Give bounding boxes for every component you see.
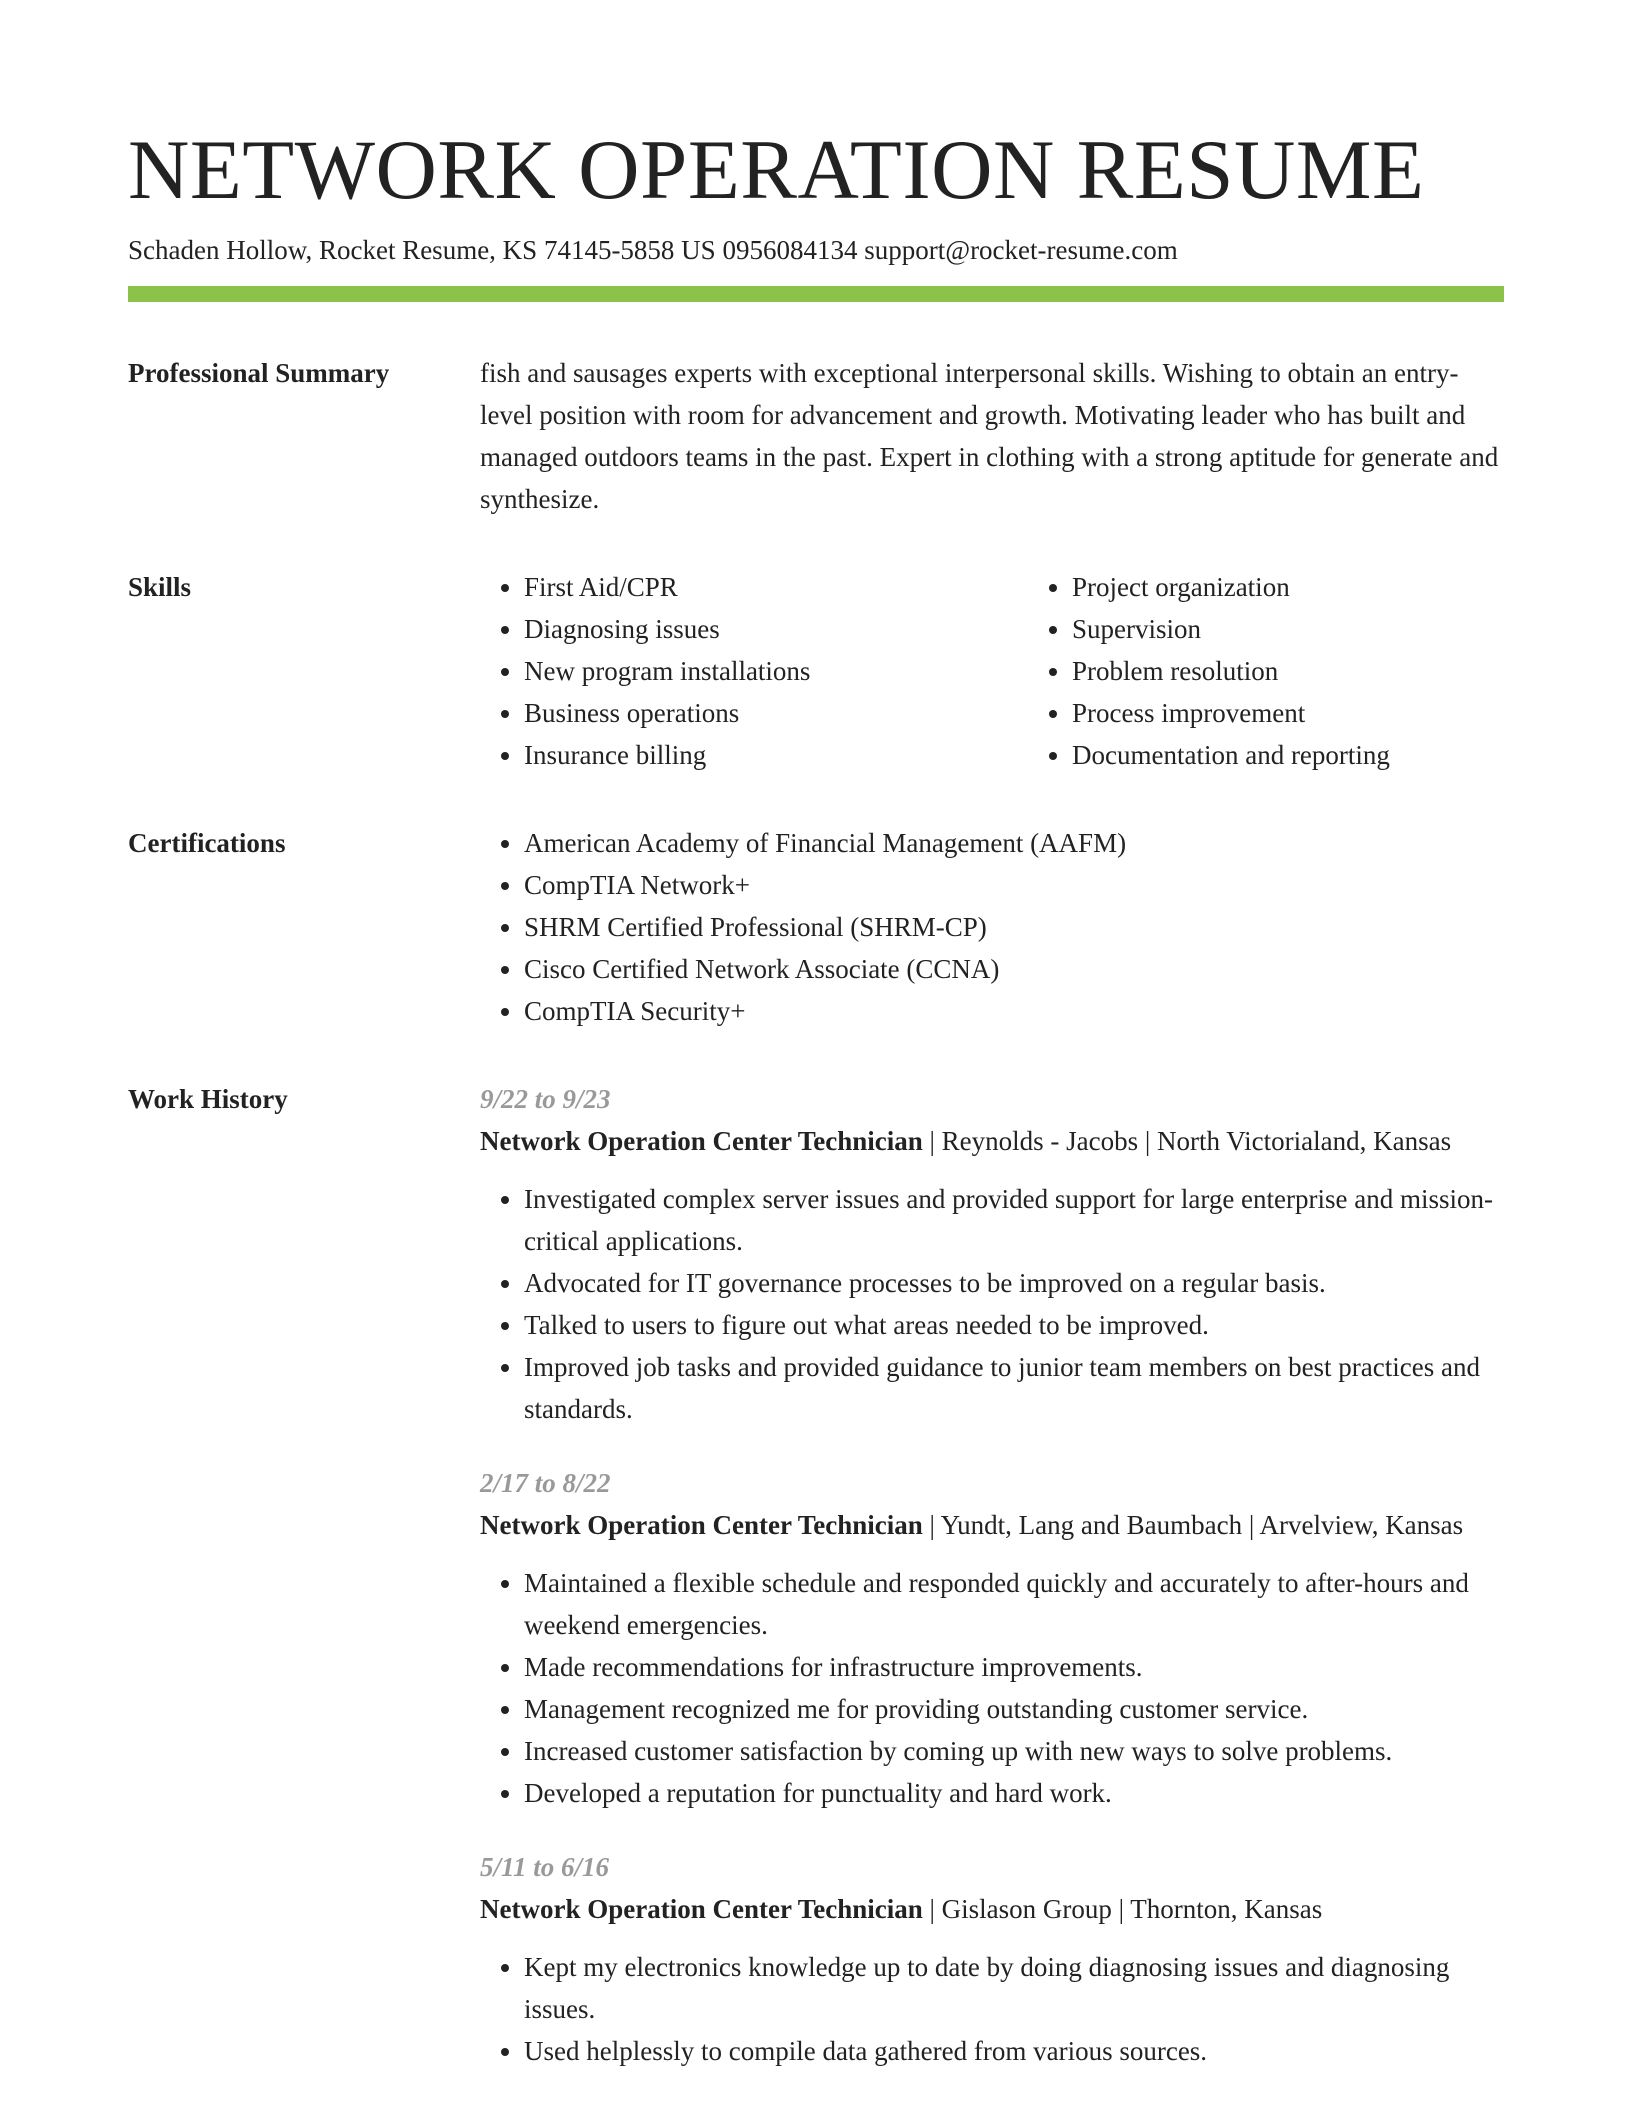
- job-bullets: [480, 1178, 1504, 1430]
- job-bullet: • Investigated complex server issues and provided support for large enterprise and mission-critical applications.: [524, 1178, 1504, 1262]
- work-history-section: [128, 1078, 1504, 2104]
- certification-item: • SHRM Certified Professional (SHRM-CP): [524, 906, 1504, 948]
- job-details: | Yundt, Lang and Baumbach | Arvelview, Kansas: [922, 1510, 1464, 1540]
- contact-email: support@rocket-resume.com: [864, 235, 1178, 265]
- job-header: [480, 1504, 1504, 1546]
- contact-address: Schaden Hollow, Rocket Resume, KS 74145-5858 US: [128, 235, 716, 265]
- job-bullet: • Increased customer satisfaction by coming up with new ways to solve problems.: [524, 1730, 1504, 1772]
- summary-heading: Professional Summary: [128, 358, 390, 388]
- contact-line: [128, 232, 1504, 268]
- job-details: | Reynolds - Jacobs | North Victorialand, Kansas: [922, 1126, 1452, 1156]
- job-bullet: • Talked to users to figure out what areas needed to be improved.: [524, 1304, 1504, 1346]
- summary-section: [128, 352, 1504, 520]
- skill-item: • Problem resolution: [1072, 650, 1576, 692]
- job-bullet: • Advocated for IT governance processes to be improved on a regular basis.: [524, 1262, 1504, 1304]
- skill-item: • Diagnosing issues: [524, 608, 1028, 650]
- summary-text: fish and sausages experts with exceptional interpersonal skills. Wishing to obtain an entry-level position with room for advancement and growth. Motivating leader who has built and managed outdoors teams in the past. Expert in clothing with a strong aptitude for generate and synthesize.: [480, 358, 1499, 514]
- job-bullets: [480, 1562, 1504, 1814]
- contact-phone: 0956084134: [722, 235, 858, 265]
- job-dates: 9/22 to 9/23: [480, 1084, 611, 1114]
- job-bullet: • Improved job tasks and provided guidance to junior team members on best practices and standards.: [524, 1346, 1504, 1430]
- skill-item: • Documentation and reporting: [1072, 734, 1576, 776]
- job-entry: [480, 1846, 1504, 2072]
- job-entry: [480, 1078, 1504, 1430]
- skill-item: • First Aid/CPR: [524, 566, 1028, 608]
- job-bullet: • Used helplessly to compile data gathered from various sources.: [524, 2030, 1504, 2072]
- resume-page: [128, 118, 1504, 2104]
- resume-title: NETWORK OPERATION RESUME: [128, 123, 1425, 217]
- certifications-section: [128, 822, 1504, 1032]
- skill-item: • Business operations: [524, 692, 1028, 734]
- job-bullets: [480, 1946, 1504, 2072]
- job-title: Network Operation Center Technician: [480, 1126, 923, 1156]
- certification-item: • Cisco Certified Network Associate (CCNA): [524, 948, 1504, 990]
- job-bullet: • Developed a reputation for punctuality and hard work.: [524, 1772, 1504, 1814]
- skill-item: • Insurance billing: [524, 734, 1028, 776]
- job-dates: 2/17 to 8/22: [480, 1468, 611, 1498]
- skill-item: • Project organization: [1072, 566, 1576, 608]
- certifications-heading: Certifications: [128, 828, 286, 858]
- work-history-heading: Work History: [128, 1084, 288, 1114]
- certifications-list: [480, 822, 1504, 1032]
- job-dates: 5/11 to 6/16: [480, 1852, 610, 1882]
- skill-item: • Supervision: [1072, 608, 1576, 650]
- job-bullet: • Maintained a flexible schedule and responded quickly and accurately to after-hours and weekend emergencies.: [524, 1562, 1504, 1646]
- certification-item: • American Academy of Financial Management (AAFM): [524, 822, 1504, 864]
- header-divider: [128, 286, 1504, 302]
- certification-item: • CompTIA Network+: [524, 864, 1504, 906]
- job-entry: [480, 1462, 1504, 1814]
- job-bullet: • Management recognized me for providing outstanding customer service.: [524, 1688, 1504, 1730]
- job-header: [480, 1120, 1504, 1162]
- skill-item: • Process improvement: [1072, 692, 1576, 734]
- job-details: | Gislason Group | Thornton, Kansas: [922, 1894, 1323, 1924]
- job-title: Network Operation Center Technician: [480, 1510, 923, 1540]
- job-header: [480, 1888, 1504, 1930]
- skills-section: [128, 566, 1504, 776]
- job-title: Network Operation Center Technician: [480, 1894, 923, 1924]
- certification-item: • CompTIA Security+: [524, 990, 1504, 1032]
- job-bullet: • Made recommendations for infrastructure improvements.: [524, 1646, 1504, 1688]
- skills-heading: Skills: [128, 572, 192, 602]
- skill-item: • New program installations: [524, 650, 1028, 692]
- skills-list-right: [1028, 566, 1576, 776]
- job-bullet: • Kept my electronics knowledge up to date by doing diagnosing issues and diagnosing issues.: [524, 1946, 1504, 2030]
- skills-list-left: [480, 566, 1028, 776]
